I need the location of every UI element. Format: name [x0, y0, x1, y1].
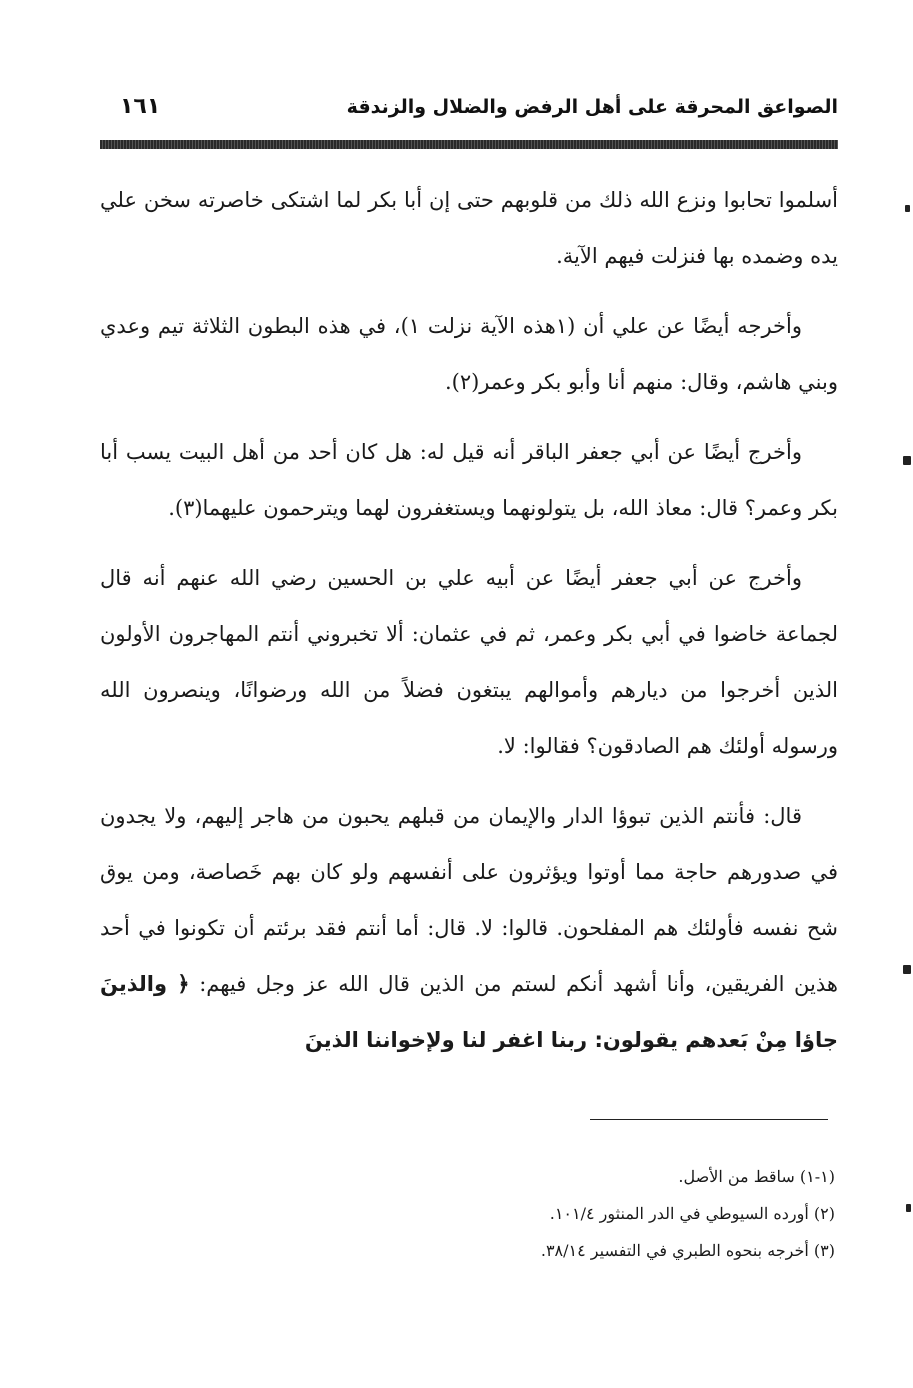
footnote-1: (١-١) ساقط من الأصل.	[678, 1167, 835, 1186]
header-rule	[100, 140, 838, 149]
footnote-separator	[590, 1119, 828, 1120]
margin-mark	[903, 456, 911, 465]
quran-verse: ﴿ والذينَ جاؤا مِنْ بَعدهم يقولون: ربنا اغفر لنا ولإخواننا الذينَ	[100, 972, 838, 1052]
paragraph-3: وأخرج أيضًا عن أبي جعفر الباقر أنه قيل له: هل كان أحد من أهل البيت يسب أبا بكر وعمر؟ قال: معاذ الله، بل يتولونهما ويستغفرون لهما ويترحمون عليهما(٣).	[100, 440, 838, 520]
paragraph-5	[100, 788, 838, 1068]
margin-mark	[906, 1204, 911, 1212]
footnote-3: (٣) أخرجه بنحوه الطبري في التفسير ٣٨/١٤.	[540, 1241, 835, 1260]
footnotes	[100, 1158, 835, 1269]
paragraph-2: وأخرجه أيضًا عن علي أن (١هذه الآية نزلت ١)، في هذه البطون الثلاثة تيم وعدي وبني هاشم، وقال: منهم أنا وأبو بكر وعمر(٢).	[100, 314, 838, 394]
margin-mark	[905, 205, 910, 212]
margin-mark	[903, 965, 911, 974]
paragraph-1: أسلموا تحابوا ونزع الله ذلك من قلوبهم حتى إن أبا بكر لما اشتكى خاصرته سخن علي يده وضمده بها فنزلت فيهم الآية.	[100, 188, 838, 268]
paragraph-4: وأخرج عن أبي جعفر أيضًا عن أبيه علي بن الحسين رضي الله عنهم أنه قال لجماعة خاضوا في أبي بكر وعمر، ثم في عثمان: ألا تخبروني أنتم المهاجرون الأولون الذين أخرجوا من ديارهم وأموالهم يبتغون فضلاً من الله ورضوانًا، وينصرون الله ورسوله أولئك هم الصادقون؟ فقالوا: لا.	[100, 566, 838, 758]
footnote-2: (٢) أورده السيوطي في الدر المنثور ١٠١/٤.	[549, 1204, 835, 1223]
main-text	[100, 172, 838, 1082]
page-header	[100, 92, 838, 132]
page-number: ١٦١	[120, 94, 161, 119]
running-title: الصواعق المحرقة على أهل الرفض والضلال والزندقة	[346, 96, 838, 118]
paragraph-5-text: قال: فأنتم الذين تبوؤا الدار والإيمان من قبلهم يحبون من هاجر إليهم، ولا يجدون في صدورهم حاجة مما أوتوا ويؤثرون على أنفسهم ولو كان بهم خَصاصة، ومن يوق شح نفسه فأولئك هم المفلحون. قالوا: لا. قال: أما أنتم فقد برئتم أن تكونوا في أحد هذين الفريقين، وأنا أشهد أنكم لستم من الذين قال الله عز وجل فيهم:	[100, 804, 838, 996]
